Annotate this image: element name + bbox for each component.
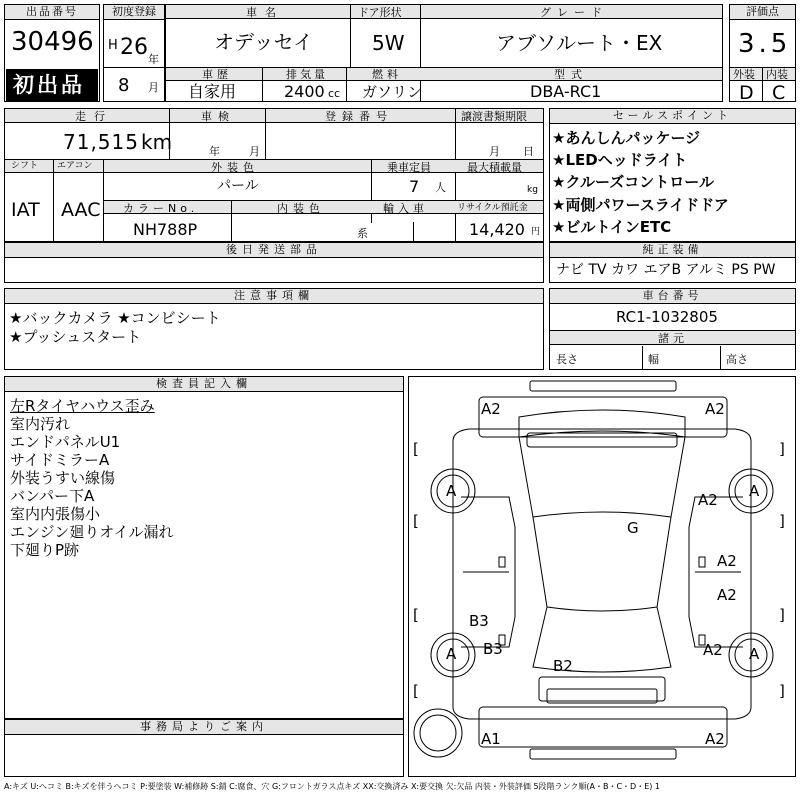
sales-point-item: ★ビルトインETC: [552, 218, 672, 236]
ac-label: エアコン: [57, 161, 93, 171]
capacity-unit: 人: [435, 181, 446, 194]
legend: A:キズ U:ヘコミ B:キズを伴うヘコミ P:要塗装 W:補修跡 S:錆 C:腐食、穴 G:フロントガラス点キズ XX:交換済み X:要交換 欠:欠品 内装・外装評価 5段階ランク順(A・B・C・D・E) 1: [4, 782, 661, 791]
shift-label: シフト: [11, 161, 39, 171]
capacity-label: 乗車定員: [387, 161, 431, 174]
equipment-label: 純正装備: [550, 243, 795, 258]
first-reg-month: 8: [118, 75, 130, 96]
sales-points-label: セールスポイント: [550, 109, 795, 124]
dimensions-label: 諸元: [658, 332, 688, 345]
inspector-box: [4, 376, 404, 719]
transfer-day-unit: 日: [523, 145, 534, 158]
damage-mark: A2: [703, 641, 723, 659]
damage-mark: G: [627, 519, 639, 537]
year-unit: 年: [148, 53, 159, 66]
inspection-label: 車検: [201, 110, 235, 123]
fuel-label: 燃料: [372, 68, 402, 81]
import-label: 輸入車: [383, 202, 428, 215]
damage-mark: A: [749, 645, 760, 663]
inspector-line: 外装うすい線傷: [10, 469, 116, 487]
equipment-list: ナビ TV カワ エアB アルミ PS PW: [556, 262, 776, 278]
recycle-unit: 円: [531, 227, 541, 237]
notes-line: ★バックカメラ ★コンビシート: [9, 309, 221, 327]
history: 自家用: [188, 82, 237, 101]
damage-mark: A2: [717, 586, 737, 604]
recycle-fee: 14,420: [469, 220, 525, 239]
color-no: NH788P: [133, 220, 198, 239]
bracket-mark: [: [413, 682, 419, 700]
damage-mark: B3: [469, 612, 489, 630]
damage-mark: A1: [481, 730, 501, 748]
model-label: 型式: [554, 68, 588, 81]
chassis-label: 車台番号: [550, 289, 795, 304]
month-unit: 月: [148, 81, 159, 94]
sales-points-box: [549, 108, 796, 242]
score-box: [729, 4, 796, 102]
damage-mark: A2: [698, 491, 718, 509]
model: DBA-RC1: [530, 82, 602, 101]
chassis-number: RC1-1032805: [616, 308, 718, 326]
color-no-label: カラーNo.: [123, 202, 199, 215]
damage-mark: A: [749, 482, 760, 500]
door-type: 5W: [372, 31, 405, 55]
bracket-mark: ]: [779, 440, 785, 458]
damage-mark: A2: [717, 552, 737, 570]
inspector-line: エンドパネルU1: [10, 433, 121, 451]
chassis-box: [549, 288, 796, 370]
damage-mark: B3: [483, 640, 503, 658]
damage-mark: A: [446, 482, 457, 500]
max-load-unit: kg: [527, 185, 538, 195]
damage-mark: B2: [553, 657, 573, 675]
interior-color-label: 内装色: [277, 202, 325, 215]
transfer-label: 譲渡書類期限: [461, 110, 527, 123]
ac: AAC: [61, 199, 101, 221]
exterior-label: 外装: [733, 68, 755, 81]
length-label: 長さ: [556, 353, 578, 366]
shift: IAT: [11, 199, 40, 221]
score: 3.5: [738, 29, 792, 59]
width-label: 幅: [648, 353, 659, 366]
inspector-label: 検査員記入欄: [5, 377, 403, 392]
sales-point-item: ★クルーズコントロール: [552, 173, 714, 191]
bracket-mark: ]: [779, 682, 785, 700]
displacement-unit: cc: [328, 87, 341, 100]
sales-point-item: ★LEDヘッドライト: [552, 151, 688, 169]
first-reg-label: 初度登録: [104, 5, 164, 20]
car-outline: [409, 377, 795, 776]
inspector-line: エンジン廻りオイル漏れ: [10, 523, 174, 541]
damage-mark: A2: [705, 400, 725, 418]
bracket-mark: [: [413, 440, 419, 458]
color-label: 外装色: [211, 161, 259, 174]
sales-point-item: ★あんしんパッケージ: [552, 129, 701, 147]
notes-box: [4, 288, 544, 370]
bracket-mark: [: [413, 606, 419, 624]
inspector-line: 室内汚れ: [10, 415, 71, 433]
grade-label: グレード: [540, 6, 608, 19]
bracket-mark: ]: [779, 512, 785, 530]
inspector-line: サイドミラーA: [10, 451, 110, 469]
sales-point-item: ★両側パワースライドドア: [552, 196, 729, 214]
interior-color-unit: 系: [357, 227, 368, 240]
damage-mark: A2: [705, 730, 725, 748]
displacement: 2400: [284, 82, 325, 101]
lot-box: [4, 4, 100, 102]
inspector-line: 下廻りP跡: [10, 541, 80, 559]
damage-diagram: [408, 376, 796, 777]
mileage-unit: km: [141, 130, 173, 154]
fuel: ガソリン: [362, 83, 423, 101]
damage-mark: A: [446, 645, 457, 663]
inspector-line: バンパー下A: [10, 487, 95, 505]
car-info-box: [165, 4, 723, 102]
bracket-mark: ]: [779, 606, 785, 624]
lot-label: 出品番号: [5, 5, 99, 20]
recycle-label: リサイクル預託金: [457, 203, 528, 213]
insp-month-unit: 月: [249, 145, 260, 158]
interior-label: 内装: [766, 68, 788, 81]
office-label: 事務局よりご案内: [5, 719, 403, 735]
damage-mark: A2: [481, 400, 501, 418]
interior-grade: C: [772, 82, 786, 104]
capacity: 7: [409, 177, 420, 196]
equipment-box: [549, 242, 796, 283]
displacement-label: 排気量: [286, 68, 328, 81]
inspector-line: 室内内張傷小: [10, 505, 101, 523]
door-label: ドア形状: [358, 6, 402, 19]
notes-label: 注意事項欄: [5, 289, 543, 304]
exterior-grade: D: [739, 82, 754, 104]
first-reg-year: 26: [120, 35, 148, 60]
notes-line: ★プッシュスタート: [9, 328, 142, 346]
first-reg-box: [103, 4, 165, 102]
later-parts-box: [4, 242, 544, 283]
car-name: オデッセイ: [214, 30, 313, 54]
details-box: [4, 108, 544, 242]
transfer-month-unit: 月: [489, 145, 500, 158]
insp-year-unit: 年: [209, 145, 220, 158]
history-label: 車歴: [202, 68, 232, 81]
era-letter: H: [108, 38, 118, 53]
later-parts-label: 後日発送部品: [5, 243, 543, 258]
reg-no-label: 登録番号: [325, 110, 393, 123]
mileage: 71,515: [63, 130, 139, 154]
height-label: 高さ: [726, 353, 748, 366]
office-box: [4, 719, 404, 777]
bracket-mark: [: [413, 512, 419, 530]
inspector-line: 左Rタイヤハウス歪み: [10, 397, 155, 415]
first-listing-text: 初出品: [13, 73, 85, 97]
lot-number: 30496: [11, 27, 94, 57]
mileage-label: 走行: [75, 110, 113, 123]
body-color: パール: [217, 178, 259, 194]
score-label: 評価点: [730, 5, 795, 20]
max-load-label: 最大積載量: [467, 161, 522, 174]
car-name-label: 車名: [246, 6, 284, 19]
grade: アブソルート・EX: [496, 31, 663, 55]
